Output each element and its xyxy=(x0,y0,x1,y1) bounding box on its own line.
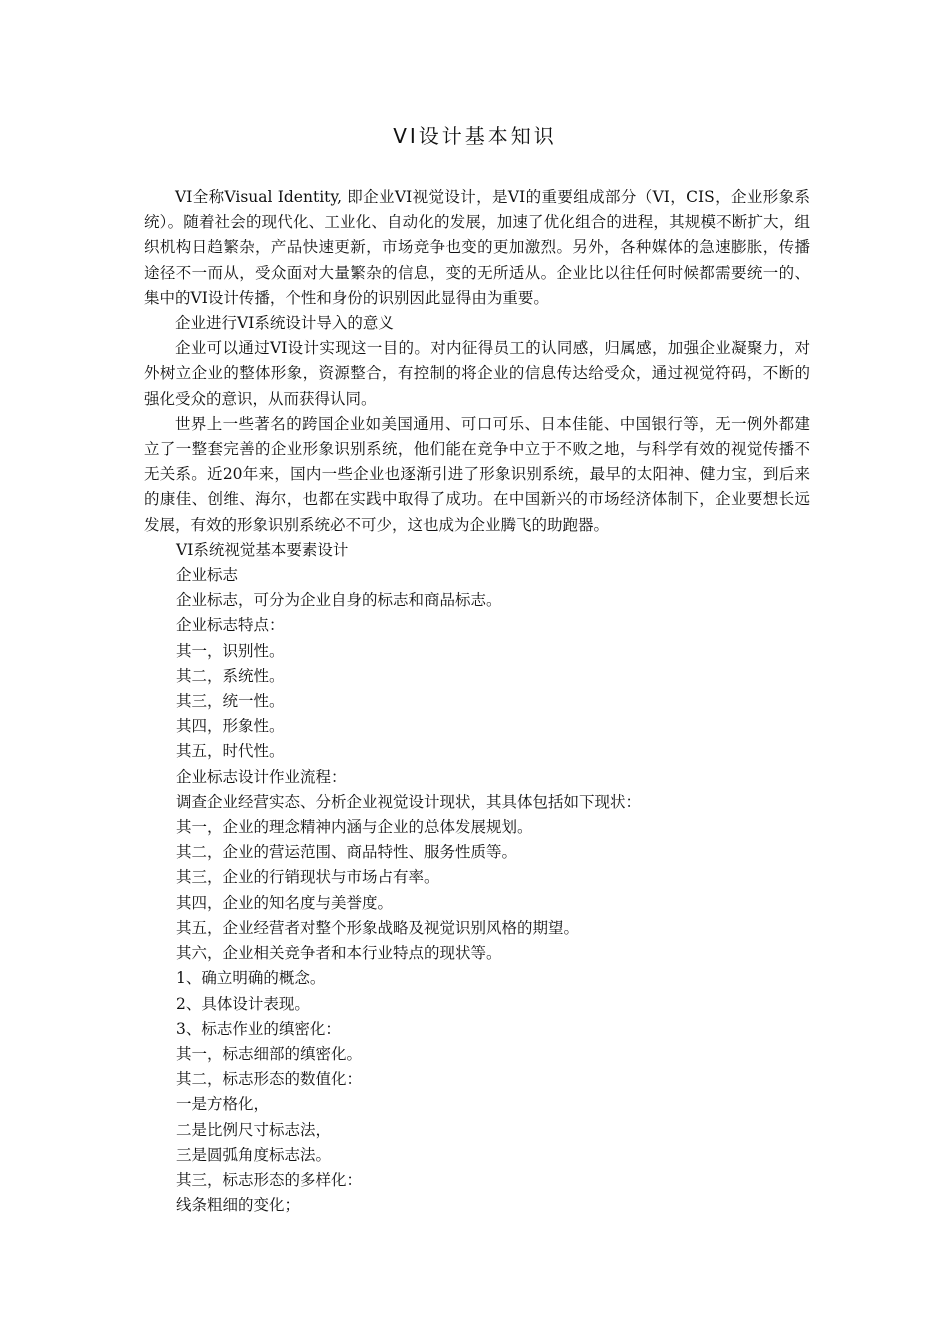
text-line: 其二，标志形态的数值化： xyxy=(176,1070,363,1089)
text-line: 企业标志特点： xyxy=(176,616,285,635)
text-line: 企业标志设计作业流程： xyxy=(176,767,347,786)
text-line: 其三，标志形态的多样化： xyxy=(176,1170,363,1189)
text-line: 其六，企业相关竞争者和本行业特点的现状等。 xyxy=(176,944,502,963)
text-line: 其四，企业的知名度与美誉度。 xyxy=(176,893,394,912)
text-line: 其四，形象性。 xyxy=(176,717,285,736)
text-line: 二是比例尺寸标志法， xyxy=(176,1120,332,1139)
paragraph-heading-significance: 企业进行VI系统设计导入的意义 xyxy=(175,314,394,333)
text-line: 其一，标志细部的缜密化。 xyxy=(176,1044,363,1063)
text-line: 其二，企业的营运范围、商品特性、服务性质等。 xyxy=(176,843,518,862)
text-line: 其五，企业经营者对整个形象战略及视觉识别风格的期望。 xyxy=(176,918,580,937)
text-line: 3、标志作业的缜密化： xyxy=(176,1019,341,1038)
document-body xyxy=(144,185,810,1218)
text-line: 线条粗细的变化； xyxy=(176,1196,301,1215)
text-line: 其三，统一性。 xyxy=(176,692,285,711)
text-line: 1、确立明确的概念。 xyxy=(176,969,326,988)
text-line: 一是方格化， xyxy=(176,1095,270,1114)
text-line: 2、具体设计表现。 xyxy=(176,994,310,1013)
document-title: VI设计基本知识 xyxy=(393,124,557,148)
text-line: 其二，系统性。 xyxy=(176,666,285,685)
text-line: 企业标志，可分为企业自身的标志和商品标志。 xyxy=(176,591,502,610)
text-line: 三是圆弧角度标志法。 xyxy=(176,1145,332,1164)
text-line: 企业标志 xyxy=(176,566,239,585)
text-line: VI系统视觉基本要素设计 xyxy=(176,540,349,559)
text-line: 其三，企业的行销现状与市场占有率。 xyxy=(176,868,440,887)
text-line: 其五，时代性。 xyxy=(176,742,285,761)
text-line: 调查企业经营实态、分析企业视觉设计现状，其具体包括如下现状： xyxy=(176,792,642,811)
text-line: 其一，企业的理念精神内涵与企业的总体发展规划。 xyxy=(176,818,533,837)
paragraph-purpose: 企业可以通过VI设计实现这一目的。对内征得员工的认同感，归属感，加强企业凝聚力，对外树立企业的整体形象，资源整合，有控制的将企业的信息传达给受众，通过视觉符码，不断的强化受众的意识，从而获得认同。 xyxy=(144,339,810,408)
text-line: 其一，识别性。 xyxy=(176,641,285,660)
paragraph-examples: 世界上一些著名的跨国企业如美国通用、可口可乐、日本佳能、中国银行等，无一例外都建立了一整套完善的企业形象识别系统，他们能在竞争中立于不败之地，与科学有效的视觉传播不无关系。近20年来，国内一些企业也逐渐引进了形象识别系统，最早的太阳神、健力宝，到后来的康佳、创维、海尔，也都在实践中取得了成功。在中国新兴的市场经济体制下，企业要想长远发展，有效的形象识别系统必不可少，这也成为企业腾飞的助跑器。 xyxy=(144,414,810,534)
paragraph-intro: VI全称Visual Identity, 即企业VI视觉设计，是VI的重要组成部分（VI，CIS，企业形象系统）。随着社会的现代化、工业化、自动化的发展，加速了优化组合的进程，其规模不断扩大，组织机构日趋繁杂，产品快速更新，市场竞争也变的更加激烈。另外，各种媒体的急速膨胀，传播途径不一而从，受众面对大量繁杂的信息，变的无所适从。企业比以往任何时候都需要统一的、集中的VI设计传播，个性和身份的识别因此显得由为重要。 xyxy=(144,188,810,307)
